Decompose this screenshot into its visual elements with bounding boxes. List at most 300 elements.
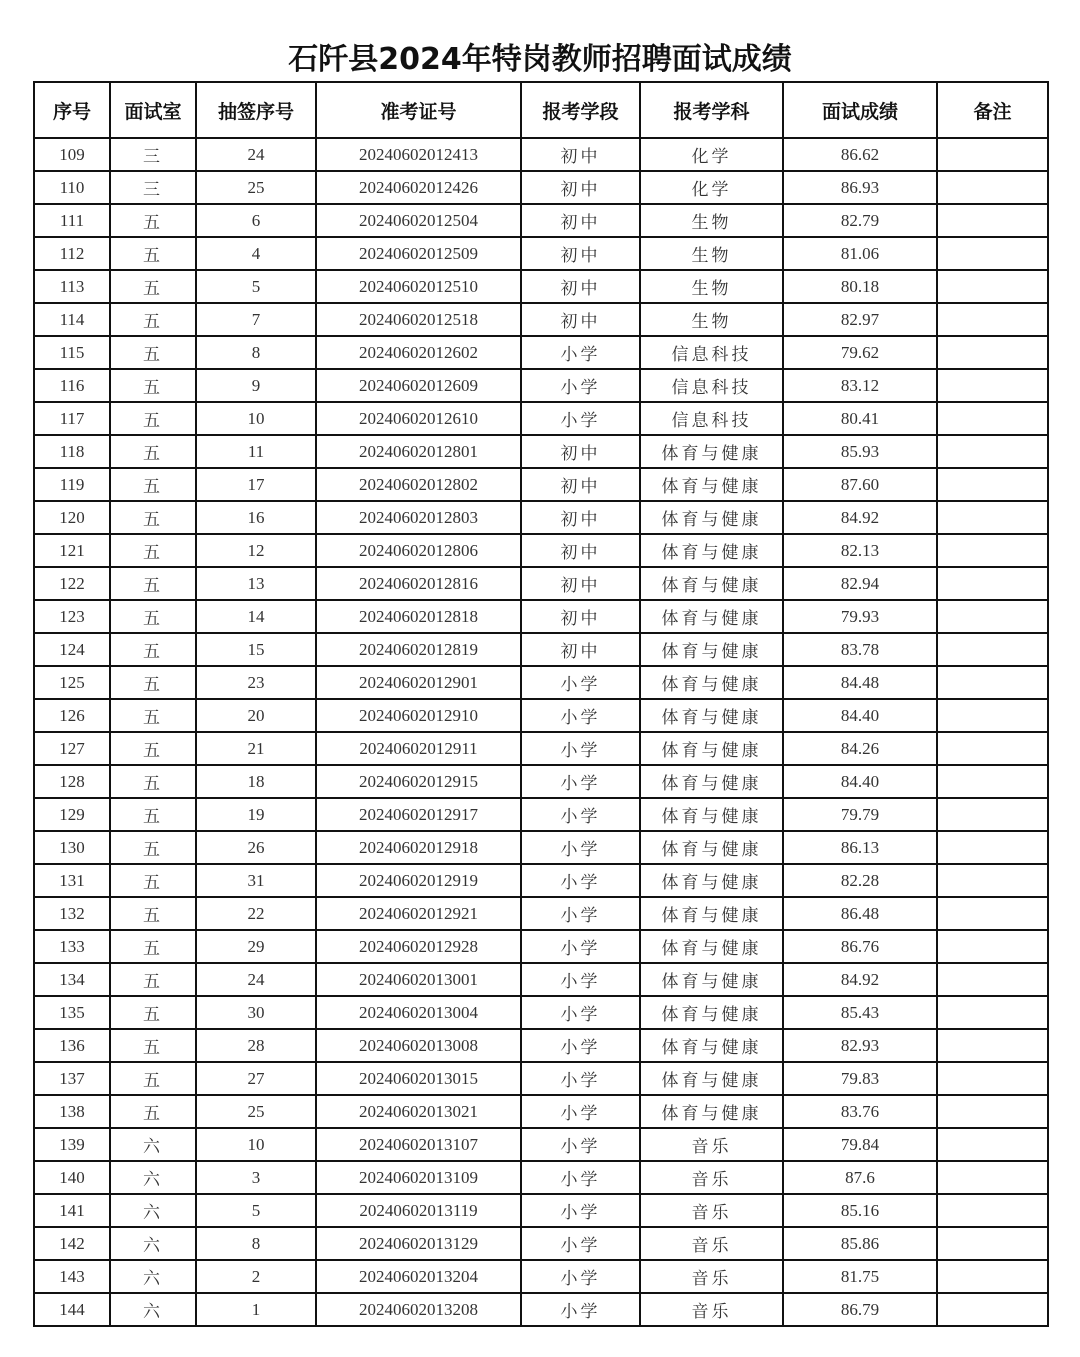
cell-ticket: 20240602013119: [316, 1194, 521, 1227]
cell-room: 五: [110, 963, 196, 996]
table-row: [34, 303, 1048, 336]
cell-room: 五: [110, 402, 196, 435]
table-row: [34, 567, 1048, 600]
cell-note: [937, 996, 1048, 1029]
cell-subject: 体育与健康: [640, 897, 783, 930]
cell-note: [937, 765, 1048, 798]
cell-seq: 140: [34, 1161, 110, 1194]
cell-subject: 音乐: [640, 1194, 783, 1227]
cell-draw: 29: [196, 930, 316, 963]
cell-subject: 生物: [640, 270, 783, 303]
cell-room: 五: [110, 897, 196, 930]
cell-score: 84.92: [783, 501, 937, 534]
table-row: [34, 1260, 1048, 1293]
cell-score: 80.41: [783, 402, 937, 435]
cell-score: 85.86: [783, 1227, 937, 1260]
cell-subject: 音乐: [640, 1227, 783, 1260]
cell-room: 五: [110, 435, 196, 468]
cell-level: 小学: [521, 369, 640, 402]
cell-ticket: 20240602012518: [316, 303, 521, 336]
cell-note: [937, 1194, 1048, 1227]
cell-draw: 25: [196, 171, 316, 204]
cell-room: 六: [110, 1293, 196, 1326]
cell-score: 82.93: [783, 1029, 937, 1062]
cell-ticket: 20240602012911: [316, 732, 521, 765]
cell-ticket: 20240602012509: [316, 237, 521, 270]
cell-level: 初中: [521, 468, 640, 501]
cell-note: [937, 633, 1048, 666]
cell-score: 84.48: [783, 666, 937, 699]
cell-ticket: 20240602013004: [316, 996, 521, 1029]
table-row: [34, 1062, 1048, 1095]
column-header-subject: 报考学科: [640, 82, 783, 138]
cell-level: 初中: [521, 567, 640, 600]
cell-room: 五: [110, 534, 196, 567]
cell-score: 83.12: [783, 369, 937, 402]
cell-score: 86.76: [783, 930, 937, 963]
cell-note: [937, 963, 1048, 996]
cell-ticket: 20240602013109: [316, 1161, 521, 1194]
cell-room: 五: [110, 699, 196, 732]
cell-ticket: 20240602012801: [316, 435, 521, 468]
cell-subject: 体育与健康: [640, 633, 783, 666]
cell-subject: 体育与健康: [640, 567, 783, 600]
cell-ticket: 20240602012609: [316, 369, 521, 402]
table-row: [34, 732, 1048, 765]
document-title: 石阡县2024年特岗教师招聘面试成绩: [288, 42, 792, 77]
table-row: [34, 699, 1048, 732]
cell-seq: 123: [34, 600, 110, 633]
table-row: [34, 963, 1048, 996]
cell-note: [937, 1227, 1048, 1260]
cell-draw: 10: [196, 1128, 316, 1161]
cell-draw: 19: [196, 798, 316, 831]
cell-subject: 体育与健康: [640, 699, 783, 732]
cell-level: 小学: [521, 1161, 640, 1194]
cell-note: [937, 732, 1048, 765]
cell-score: 82.28: [783, 864, 937, 897]
cell-ticket: 20240602012917: [316, 798, 521, 831]
cell-note: [937, 930, 1048, 963]
cell-ticket: 20240602012803: [316, 501, 521, 534]
cell-ticket: 20240602012919: [316, 864, 521, 897]
cell-note: [937, 534, 1048, 567]
cell-room: 五: [110, 237, 196, 270]
cell-room: 五: [110, 765, 196, 798]
cell-room: 五: [110, 633, 196, 666]
cell-room: 五: [110, 600, 196, 633]
cell-seq: 122: [34, 567, 110, 600]
cell-subject: 信息科技: [640, 369, 783, 402]
cell-score: 79.79: [783, 798, 937, 831]
cell-score: 83.78: [783, 633, 937, 666]
cell-draw: 27: [196, 1062, 316, 1095]
cell-ticket: 20240602012602: [316, 336, 521, 369]
cell-note: [937, 1062, 1048, 1095]
cell-note: [937, 336, 1048, 369]
cell-ticket: 20240602013001: [316, 963, 521, 996]
cell-level: 初中: [521, 204, 640, 237]
cell-seq: 113: [34, 270, 110, 303]
cell-subject: 体育与健康: [640, 765, 783, 798]
cell-level: 小学: [521, 798, 640, 831]
cell-score: 84.40: [783, 699, 937, 732]
cell-note: [937, 1260, 1048, 1293]
cell-level: 小学: [521, 1227, 640, 1260]
cell-score: 85.93: [783, 435, 937, 468]
cell-level: 小学: [521, 1260, 640, 1293]
table-row: [34, 897, 1048, 930]
cell-subject: 体育与健康: [640, 600, 783, 633]
cell-subject: 体育与健康: [640, 1095, 783, 1128]
cell-draw: 20: [196, 699, 316, 732]
cell-draw: 21: [196, 732, 316, 765]
table-row: [34, 666, 1048, 699]
cell-draw: 14: [196, 600, 316, 633]
table-row: [34, 468, 1048, 501]
cell-seq: 124: [34, 633, 110, 666]
table-row: [34, 930, 1048, 963]
cell-seq: 144: [34, 1293, 110, 1326]
cell-seq: 137: [34, 1062, 110, 1095]
cell-subject: 信息科技: [640, 402, 783, 435]
cell-note: [937, 897, 1048, 930]
cell-note: [937, 237, 1048, 270]
cell-level: 初中: [521, 303, 640, 336]
table-row: [34, 765, 1048, 798]
cell-subject: 音乐: [640, 1128, 783, 1161]
cell-level: 小学: [521, 402, 640, 435]
cell-room: 五: [110, 930, 196, 963]
cell-score: 86.48: [783, 897, 937, 930]
cell-seq: 134: [34, 963, 110, 996]
cell-ticket: 20240602013204: [316, 1260, 521, 1293]
cell-level: 小学: [521, 897, 640, 930]
cell-note: [937, 204, 1048, 237]
cell-ticket: 20240602012818: [316, 600, 521, 633]
column-header-note: 备注: [937, 82, 1048, 138]
table-row: [34, 798, 1048, 831]
cell-draw: 3: [196, 1161, 316, 1194]
cell-subject: 音乐: [640, 1260, 783, 1293]
cell-level: 小学: [521, 1128, 640, 1161]
cell-level: 小学: [521, 831, 640, 864]
cell-ticket: 20240602012806: [316, 534, 521, 567]
cell-note: [937, 1161, 1048, 1194]
cell-score: 84.26: [783, 732, 937, 765]
cell-level: 初中: [521, 534, 640, 567]
cell-room: 五: [110, 468, 196, 501]
cell-room: 五: [110, 1095, 196, 1128]
table-body: [34, 138, 1048, 1326]
cell-room: 三: [110, 171, 196, 204]
cell-level: 小学: [521, 732, 640, 765]
cell-draw: 12: [196, 534, 316, 567]
cell-seq: 141: [34, 1194, 110, 1227]
column-header-score: 面试成绩: [783, 82, 937, 138]
cell-level: 小学: [521, 996, 640, 1029]
cell-subject: 体育与健康: [640, 831, 783, 864]
cell-room: 五: [110, 996, 196, 1029]
table-header-row: [34, 82, 1048, 138]
table-row: [34, 996, 1048, 1029]
cell-score: 80.18: [783, 270, 937, 303]
cell-draw: 26: [196, 831, 316, 864]
cell-note: [937, 864, 1048, 897]
cell-level: 初中: [521, 138, 640, 171]
cell-draw: 24: [196, 138, 316, 171]
cell-level: 小学: [521, 1095, 640, 1128]
cell-draw: 18: [196, 765, 316, 798]
cell-draw: 8: [196, 336, 316, 369]
cell-note: [937, 435, 1048, 468]
cell-room: 五: [110, 798, 196, 831]
cell-ticket: 20240602012921: [316, 897, 521, 930]
table-row: [34, 369, 1048, 402]
table-row: [34, 1095, 1048, 1128]
cell-note: [937, 600, 1048, 633]
table-row: [34, 138, 1048, 171]
cell-note: [937, 567, 1048, 600]
cell-subject: 体育与健康: [640, 1062, 783, 1095]
cell-seq: 121: [34, 534, 110, 567]
cell-subject: 体育与健康: [640, 864, 783, 897]
cell-subject: 体育与健康: [640, 435, 783, 468]
cell-level: 小学: [521, 864, 640, 897]
cell-score: 82.13: [783, 534, 937, 567]
cell-room: 五: [110, 369, 196, 402]
cell-seq: 110: [34, 171, 110, 204]
cell-ticket: 20240602012610: [316, 402, 521, 435]
cell-level: 小学: [521, 699, 640, 732]
cell-level: 小学: [521, 1029, 640, 1062]
cell-level: 小学: [521, 765, 640, 798]
cell-seq: 138: [34, 1095, 110, 1128]
cell-score: 79.93: [783, 600, 937, 633]
cell-room: 五: [110, 270, 196, 303]
cell-score: 86.93: [783, 171, 937, 204]
table-row: [34, 1128, 1048, 1161]
cell-score: 87.60: [783, 468, 937, 501]
cell-draw: 4: [196, 237, 316, 270]
cell-draw: 24: [196, 963, 316, 996]
cell-note: [937, 501, 1048, 534]
cell-note: [937, 138, 1048, 171]
cell-ticket: 20240602012819: [316, 633, 521, 666]
table-row: [34, 1029, 1048, 1062]
cell-note: [937, 831, 1048, 864]
cell-room: 五: [110, 303, 196, 336]
cell-draw: 16: [196, 501, 316, 534]
cell-seq: 119: [34, 468, 110, 501]
cell-note: [937, 171, 1048, 204]
cell-level: 初中: [521, 633, 640, 666]
cell-score: 81.75: [783, 1260, 937, 1293]
score-table: [33, 81, 1049, 1327]
cell-subject: 体育与健康: [640, 732, 783, 765]
cell-seq: 116: [34, 369, 110, 402]
cell-level: 小学: [521, 1194, 640, 1227]
cell-subject: 体育与健康: [640, 996, 783, 1029]
cell-seq: 114: [34, 303, 110, 336]
cell-room: 五: [110, 567, 196, 600]
cell-seq: 128: [34, 765, 110, 798]
cell-draw: 5: [196, 270, 316, 303]
cell-draw: 6: [196, 204, 316, 237]
cell-note: [937, 1293, 1048, 1326]
cell-draw: 23: [196, 666, 316, 699]
column-header-ticket: 准考证号: [316, 82, 521, 138]
cell-subject: 体育与健康: [640, 1029, 783, 1062]
cell-subject: 音乐: [640, 1293, 783, 1326]
cell-draw: 28: [196, 1029, 316, 1062]
cell-subject: 信息科技: [640, 336, 783, 369]
cell-ticket: 20240602013015: [316, 1062, 521, 1095]
cell-draw: 7: [196, 303, 316, 336]
cell-score: 83.76: [783, 1095, 937, 1128]
table-row: [34, 204, 1048, 237]
cell-draw: 8: [196, 1227, 316, 1260]
table-row: [34, 270, 1048, 303]
cell-room: 六: [110, 1161, 196, 1194]
cell-level: 初中: [521, 171, 640, 204]
cell-room: 六: [110, 1194, 196, 1227]
cell-ticket: 20240602013008: [316, 1029, 521, 1062]
cell-ticket: 20240602012915: [316, 765, 521, 798]
cell-level: 小学: [521, 930, 640, 963]
cell-seq: 111: [34, 204, 110, 237]
cell-seq: 136: [34, 1029, 110, 1062]
table-row: [34, 501, 1048, 534]
cell-score: 81.06: [783, 237, 937, 270]
cell-room: 五: [110, 336, 196, 369]
cell-seq: 132: [34, 897, 110, 930]
cell-score: 79.62: [783, 336, 937, 369]
cell-draw: 22: [196, 897, 316, 930]
cell-level: 初中: [521, 435, 640, 468]
cell-seq: 131: [34, 864, 110, 897]
cell-draw: 17: [196, 468, 316, 501]
cell-seq: 109: [34, 138, 110, 171]
cell-note: [937, 1029, 1048, 1062]
table-row: [34, 831, 1048, 864]
cell-score: 86.79: [783, 1293, 937, 1326]
cell-seq: 117: [34, 402, 110, 435]
cell-draw: 10: [196, 402, 316, 435]
cell-seq: 127: [34, 732, 110, 765]
cell-note: [937, 303, 1048, 336]
cell-seq: 125: [34, 666, 110, 699]
table-row: [34, 600, 1048, 633]
cell-seq: 126: [34, 699, 110, 732]
cell-note: [937, 699, 1048, 732]
cell-room: 五: [110, 732, 196, 765]
table-row: [34, 402, 1048, 435]
cell-ticket: 20240602012910: [316, 699, 521, 732]
cell-note: [937, 369, 1048, 402]
cell-draw: 11: [196, 435, 316, 468]
cell-ticket: 20240602012901: [316, 666, 521, 699]
cell-seq: 142: [34, 1227, 110, 1260]
cell-subject: 化学: [640, 138, 783, 171]
cell-ticket: 20240602012413: [316, 138, 521, 171]
cell-seq: 135: [34, 996, 110, 1029]
cell-ticket: 20240602012816: [316, 567, 521, 600]
cell-room: 五: [110, 864, 196, 897]
table-row: [34, 171, 1048, 204]
cell-draw: 9: [196, 369, 316, 402]
cell-room: 五: [110, 831, 196, 864]
table-row: [34, 1227, 1048, 1260]
table-row: [34, 1161, 1048, 1194]
cell-score: 79.83: [783, 1062, 937, 1095]
table-row: [34, 534, 1048, 567]
cell-ticket: 20240602013021: [316, 1095, 521, 1128]
cell-subject: 音乐: [640, 1161, 783, 1194]
cell-room: 三: [110, 138, 196, 171]
column-header-seq: 序号: [34, 82, 110, 138]
cell-ticket: 20240602012426: [316, 171, 521, 204]
cell-draw: 5: [196, 1194, 316, 1227]
cell-seq: 118: [34, 435, 110, 468]
cell-subject: 体育与健康: [640, 666, 783, 699]
cell-level: 小学: [521, 1293, 640, 1326]
cell-ticket: 20240602012504: [316, 204, 521, 237]
cell-note: [937, 468, 1048, 501]
cell-level: 初中: [521, 501, 640, 534]
cell-subject: 生物: [640, 303, 783, 336]
cell-draw: 15: [196, 633, 316, 666]
cell-subject: 化学: [640, 171, 783, 204]
cell-seq: 115: [34, 336, 110, 369]
cell-room: 五: [110, 666, 196, 699]
cell-room: 五: [110, 1062, 196, 1095]
cell-score: 87.6: [783, 1161, 937, 1194]
cell-ticket: 20240602012918: [316, 831, 521, 864]
cell-level: 小学: [521, 963, 640, 996]
cell-score: 85.43: [783, 996, 937, 1029]
cell-subject: 体育与健康: [640, 930, 783, 963]
cell-ticket: 20240602013107: [316, 1128, 521, 1161]
cell-score: 82.79: [783, 204, 937, 237]
cell-level: 小学: [521, 1062, 640, 1095]
cell-note: [937, 798, 1048, 831]
cell-seq: 129: [34, 798, 110, 831]
table-row: [34, 336, 1048, 369]
cell-seq: 143: [34, 1260, 110, 1293]
cell-subject: 体育与健康: [640, 501, 783, 534]
table-row: [34, 633, 1048, 666]
cell-room: 五: [110, 501, 196, 534]
cell-score: 84.92: [783, 963, 937, 996]
cell-room: 五: [110, 204, 196, 237]
cell-draw: 31: [196, 864, 316, 897]
cell-draw: 2: [196, 1260, 316, 1293]
cell-score: 86.13: [783, 831, 937, 864]
cell-ticket: 20240602013208: [316, 1293, 521, 1326]
cell-draw: 13: [196, 567, 316, 600]
cell-seq: 130: [34, 831, 110, 864]
cell-ticket: 20240602012510: [316, 270, 521, 303]
table-row: [34, 1293, 1048, 1326]
cell-seq: 133: [34, 930, 110, 963]
cell-level: 小学: [521, 666, 640, 699]
cell-level: 初中: [521, 600, 640, 633]
cell-room: 五: [110, 1029, 196, 1062]
cell-subject: 生物: [640, 237, 783, 270]
cell-ticket: 20240602012928: [316, 930, 521, 963]
cell-score: 79.84: [783, 1128, 937, 1161]
